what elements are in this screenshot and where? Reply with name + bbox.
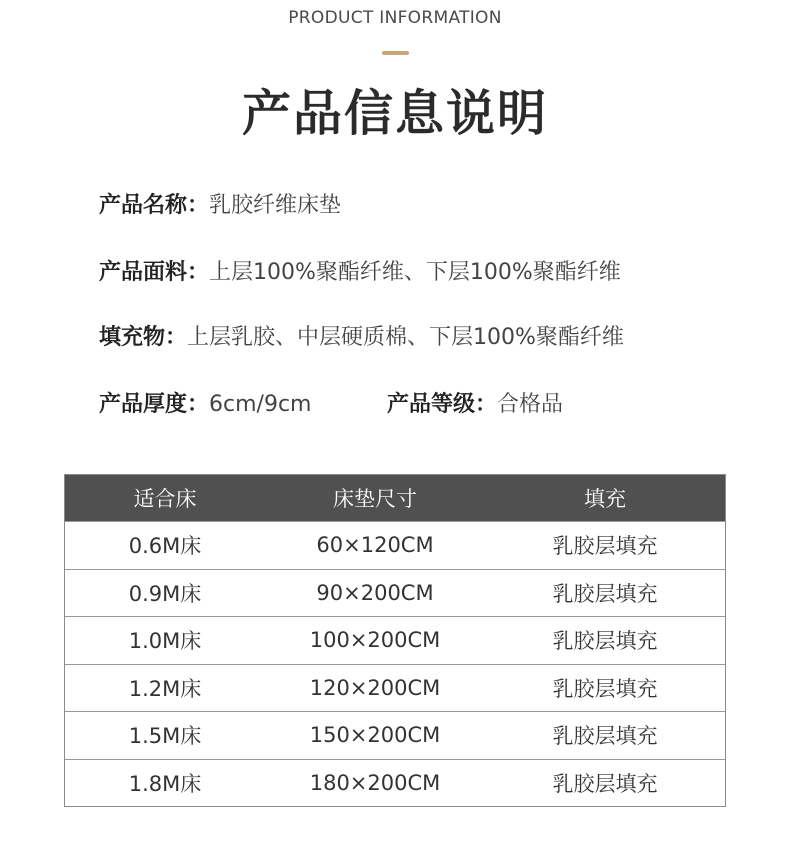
table-cell-size: 90×200CM [316,580,434,605]
table-row [65,711,725,759]
info-value: 合格品 [497,392,564,417]
table-cell-bed: 0.6M床 [128,534,202,559]
table-row [65,664,725,712]
table-cell-bed: 1.8M床 [128,771,202,796]
info-value: 上层100%聚酯纤维、下层100%聚酯纤维 [209,260,621,285]
table-row [65,569,725,617]
table-header-cell: 床垫尺寸 [333,487,417,511]
accent-divider [382,51,409,55]
table-cell-size: 150×200CM [309,723,441,748]
info-filling [99,320,624,351]
info-thickness [99,387,311,418]
info-product-fabric [99,255,621,286]
page-title: 产品信息说明 [241,85,548,142]
table-cell-filling: 乳胶层填充 [552,771,658,796]
table-cell-size: 120×200CM [309,675,441,700]
table-cell-size: 180×200CM [309,770,441,795]
table-row [65,616,725,664]
info-label: 产品等级： [387,392,498,417]
info-grade [387,387,563,418]
table-header-cell: 填充 [584,487,626,511]
table-cell-bed: 1.5M床 [128,724,202,749]
info-label: 产品名称： [99,193,210,218]
table-cell-bed: 1.2M床 [128,676,202,701]
table-header-row [65,475,725,521]
table-cell-bed: 0.9M床 [128,581,202,606]
table-cell-filling: 乳胶层填充 [552,581,658,606]
info-value: 上层乳胶、中层硬质棉、下层100%聚酯纤维 [187,325,624,350]
info-value: 乳胶纤维床垫 [209,193,342,218]
table-cell-filling: 乳胶层填充 [552,724,658,749]
table-cell-size: 100×200CM [309,628,441,653]
info-label: 产品厚度： [99,392,210,417]
table-cell-filling: 乳胶层填充 [552,629,658,654]
table-row [65,521,725,569]
info-product-name [99,188,341,219]
table-cell-filling: 乳胶层填充 [552,676,658,701]
section-subtitle: PRODUCT INFORMATION [288,8,502,28]
info-label: 产品面料： [99,260,210,285]
table-header-cell: 适合床 [133,487,197,511]
info-value: 6cm/9cm [209,392,312,417]
table-cell-filling: 乳胶层填充 [552,534,658,559]
table-row [65,759,725,807]
table-cell-bed: 1.0M床 [128,629,202,654]
info-label: 填充物： [99,325,188,350]
size-spec-table [64,474,726,807]
table-cell-size: 60×120CM [316,533,434,558]
